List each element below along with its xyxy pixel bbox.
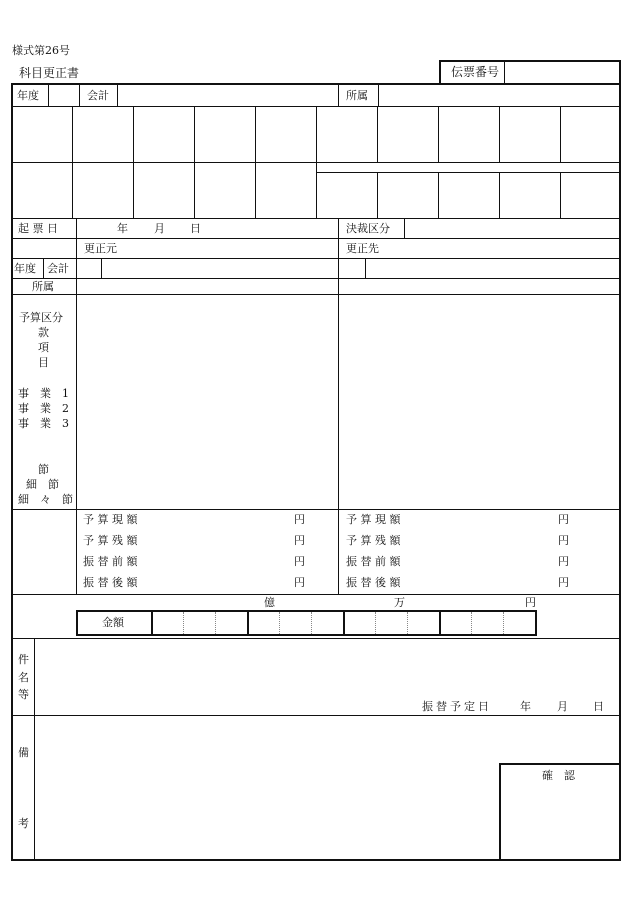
row-kaikei-label: 会計 (47, 262, 69, 275)
kingaku-label: 金額 (102, 616, 124, 629)
before-shozoku-field[interactable] (77, 279, 337, 293)
transfer-date-label: 振替予定日 (422, 700, 492, 713)
moku-label: 目 (38, 356, 49, 369)
form-number: 様式第26号 (12, 44, 70, 57)
row-nendo-label: 年度 (14, 262, 36, 275)
before-amount-label: 振 替 前 額 (83, 555, 138, 568)
approval-class-field[interactable] (405, 220, 618, 237)
jigyo1-label: 事 業 1 (18, 387, 69, 400)
kou-remarks-label: 考 (18, 817, 29, 830)
top-kaikei-field[interactable] (118, 85, 337, 105)
after-amount-unit: 円 (558, 534, 569, 547)
column-before-label: 更正元 (84, 242, 117, 255)
before-amount-unit: 円 (294, 534, 305, 547)
before-nendo-field[interactable] (77, 260, 100, 277)
mei-label: 名 (18, 671, 29, 684)
approval-class-label: 決裁区分 (346, 222, 390, 235)
bi-label: 備 (18, 746, 29, 759)
top-kaikei-label: 会計 (87, 89, 109, 102)
transfer-month-unit: 月 (557, 700, 568, 713)
voucher-number-field[interactable] (506, 62, 618, 83)
before-amount-label: 予 算 現 額 (83, 513, 138, 526)
transfer-year-unit: 年 (520, 700, 531, 713)
before-amount-label: 振 替 後 額 (83, 576, 138, 589)
jigyo3-label: 事 業 3 (18, 417, 69, 430)
before-amount-label: 予 算 残 額 (83, 534, 138, 547)
top-nendo-field[interactable] (49, 85, 78, 105)
before-amount-unit: 円 (294, 576, 305, 589)
top-nendo-label: 年度 (17, 89, 39, 102)
after-amount-unit: 円 (558, 555, 569, 568)
before-budget-class-area[interactable] (77, 295, 337, 508)
row-shozoku-label: 所属 (32, 280, 54, 293)
after-amount-unit: 円 (558, 513, 569, 526)
before-amount-unit: 円 (294, 513, 305, 526)
after-shozoku-field[interactable] (339, 279, 618, 293)
subject-field[interactable] (36, 640, 618, 695)
kou-label: 項 (38, 341, 49, 354)
draft-month-unit: 月 (154, 222, 165, 235)
after-amount-label: 予 算 現 額 (346, 513, 401, 526)
form-title: 科目更正書 (19, 66, 80, 80)
confirm-stamp-area[interactable] (502, 786, 618, 858)
budget-class-label: 予算区分 (19, 311, 63, 324)
draft-year-unit: 年 (117, 222, 128, 235)
after-amount-label: 予 算 残 額 (346, 534, 401, 547)
saisetsu-label: 細 節 (26, 478, 59, 491)
draft-date-label: 起 票 日 (18, 222, 58, 235)
oku-unit: 億 (264, 596, 275, 609)
transfer-day-unit: 日 (593, 700, 604, 713)
jigyo2-label: 事 業 2 (18, 402, 69, 415)
ken-label: 件 (18, 653, 29, 666)
draft-day-unit: 日 (190, 222, 201, 235)
kan-label: 款 (38, 326, 49, 339)
column-after-label: 更正先 (346, 242, 379, 255)
man-unit: 万 (394, 596, 405, 609)
remarks-field[interactable] (36, 717, 498, 858)
after-amount-label: 振 替 前 額 (346, 555, 401, 568)
before-kaikei-field[interactable] (102, 260, 337, 277)
confirm-label: 確 認 (542, 769, 575, 782)
after-amount-label: 振 替 後 額 (346, 576, 401, 589)
top-shozoku-field[interactable] (379, 85, 618, 105)
tou-label: 等 (18, 688, 29, 701)
before-amount-unit: 円 (294, 555, 305, 568)
after-nendo-field[interactable] (339, 260, 364, 277)
saisaisetsu-label: 細 々 節 (18, 493, 73, 506)
after-budget-class-area[interactable] (339, 295, 618, 508)
voucher-label: 伝票番号 (451, 65, 500, 79)
top-shozoku-label: 所属 (346, 89, 368, 102)
en-unit: 円 (525, 596, 536, 609)
setsu-label: 節 (38, 463, 49, 476)
after-amount-unit: 円 (558, 576, 569, 589)
amount-digits-field[interactable] (153, 612, 535, 634)
after-kaikei-field[interactable] (366, 260, 618, 277)
